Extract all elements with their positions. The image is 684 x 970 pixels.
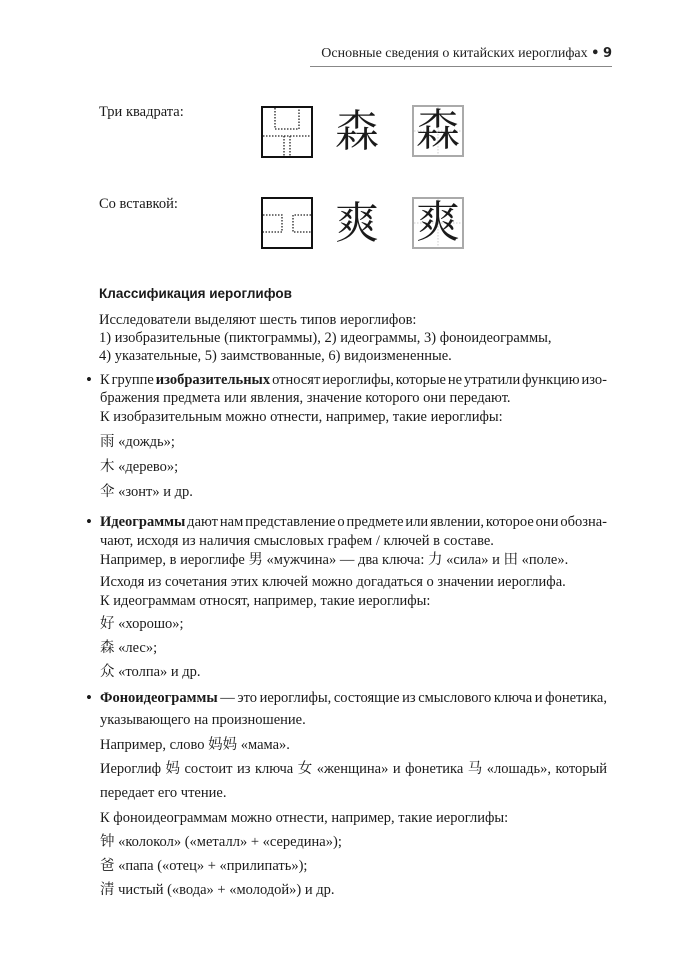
- text-segment: К изобразительным можно отнести, например, такие иероглифы:: [100, 409, 503, 425]
- text-segment: указывающего на произношение.: [100, 712, 306, 728]
- text-segment: 雨 «дождь»;: [100, 434, 175, 450]
- text-line: [100, 592, 430, 610]
- text-line: [100, 711, 306, 729]
- text-line: [100, 532, 494, 550]
- bullet-icon: •: [86, 370, 92, 389]
- text-segment: дают нам представление о предмете или явлении, которое они обозна-: [185, 514, 607, 530]
- text-line: [100, 513, 607, 531]
- figure-label: Со вставкой:: [99, 196, 178, 212]
- text-segment: К группе: [100, 372, 156, 388]
- text-line: [100, 881, 335, 899]
- intro-line: 1) изобразительные (пиктограммы), 2) идеограммы, 3) фоноидеограммы,: [99, 330, 552, 346]
- grid-character: 爽: [416, 197, 460, 248]
- text-line: [100, 857, 307, 875]
- text-line: [100, 433, 175, 451]
- text-segment: 爸 «папа («отец» + «прилипать»);: [100, 858, 308, 874]
- text-segment: 森 «лес»;: [100, 640, 158, 656]
- section-heading: Классификация иероглифов: [99, 286, 292, 301]
- bold-term: изобразительных: [155, 372, 271, 388]
- text-line: [100, 736, 290, 754]
- header-title: Основные сведения о китайских иероглифах: [321, 46, 588, 61]
- text-segment: — это иероглифы, состоящие из смыслового ключа и фонетика,: [217, 690, 607, 706]
- insert-scheme: [261, 197, 313, 249]
- text-segment: 伞 «зонт» и др.: [100, 484, 193, 500]
- bullet-icon: •: [86, 688, 92, 707]
- example-character: 森: [335, 106, 379, 157]
- text-segment: Например, в иероглифе 男 «мужчина» — два ключа: 力 «сила» и 田 «поле».: [100, 552, 569, 568]
- text-segment: 众 «толпа» и др.: [100, 664, 201, 680]
- grid-character: 森: [416, 105, 460, 156]
- text-segment: Иероглиф 妈 состоит из ключа 女 «женщина» и фонетика 马 «лошадь», который: [100, 761, 607, 777]
- text-segment: К идеограммам относят, например, такие иероглифы:: [100, 593, 431, 609]
- text-segment: К фоноидеограммам можно отнести, например, такие иероглифы:: [100, 810, 509, 826]
- running-header: [310, 46, 612, 62]
- text-segment: 钟 «колокол» («металл» + «середина»);: [100, 834, 342, 850]
- text-segment: чают, исходя из наличия смысловых графем / ключей в составе.: [100, 533, 494, 549]
- text-segment: 木 «дерево»;: [100, 459, 179, 475]
- text-line: [100, 689, 607, 707]
- three-squares-scheme: [261, 106, 313, 158]
- text-line: [100, 573, 566, 591]
- bold-term: Идеограммы: [100, 514, 186, 530]
- text-line: [100, 760, 607, 778]
- text-line: [100, 551, 568, 569]
- header-rule: [310, 66, 612, 67]
- header-separator: •: [591, 46, 600, 61]
- text-line: [100, 408, 503, 426]
- text-segment: 清 чистый («вода» + «молодой») и др.: [100, 882, 335, 898]
- example-character: 爽: [335, 198, 379, 249]
- text-line: [100, 784, 226, 802]
- text-line: [100, 483, 193, 501]
- text-line: [100, 389, 511, 407]
- intro-line: 4) указательные, 5) заимствованные, 6) видоизмененные.: [99, 348, 452, 364]
- text-segment: бражения предмета или явления, значение которого они передают.: [100, 390, 511, 406]
- bold-term: Фоноидеограммы: [100, 690, 218, 706]
- bullet-icon: •: [86, 512, 92, 531]
- text-line: [100, 458, 178, 476]
- text-line: [100, 371, 607, 389]
- text-segment: 好 «хорошо»;: [100, 616, 184, 632]
- intro-line: Исследователи выделяют шесть типов иероглифов:: [99, 312, 417, 328]
- text-line: [100, 615, 184, 633]
- text-line: [100, 809, 508, 827]
- text-segment: относят иероглифы, которые не утратили функцию изо-: [270, 372, 607, 388]
- page-number: 9: [602, 46, 612, 61]
- text-segment: передает его чтение.: [100, 785, 227, 801]
- text-line: [100, 639, 157, 657]
- text-line: [100, 833, 342, 851]
- text-line: [100, 663, 201, 681]
- figure-label: Три квадрата:: [99, 104, 184, 120]
- text-segment: Например, слово 妈妈 «мама».: [100, 737, 290, 753]
- text-segment: Исходя из сочетания этих ключей можно догадаться о значении иероглифа.: [100, 574, 566, 590]
